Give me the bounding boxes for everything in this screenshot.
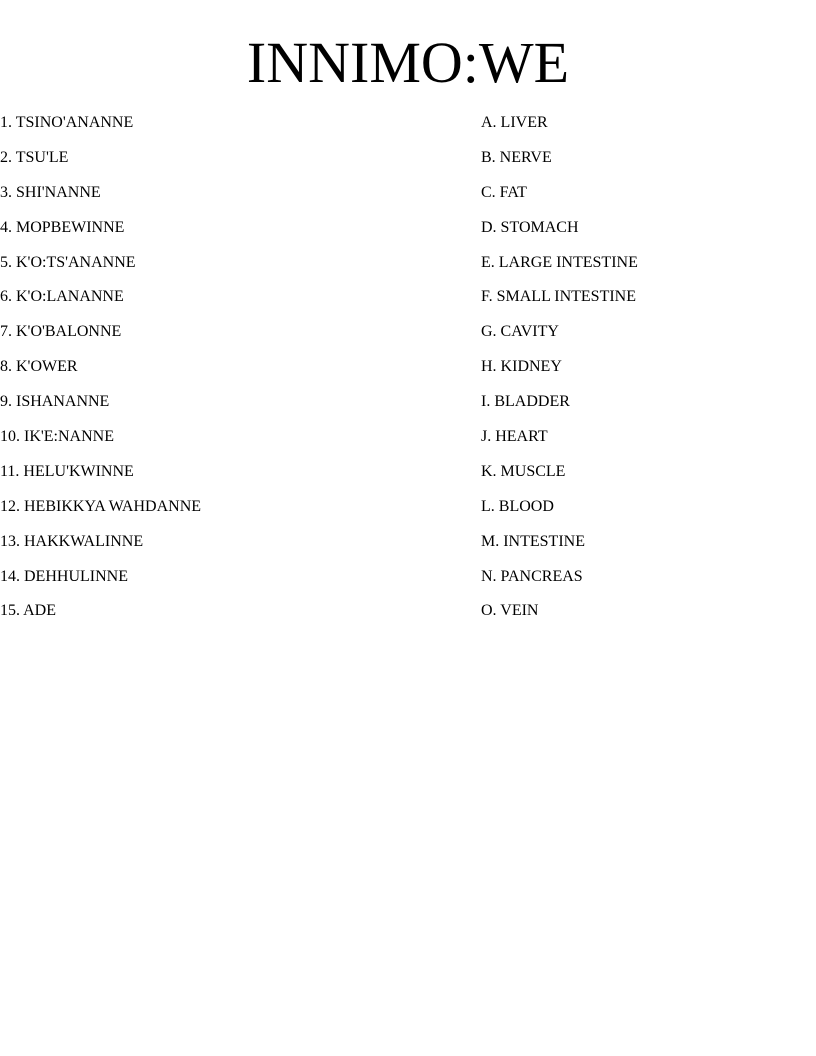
definition-item: D. STOMACH <box>481 218 579 236</box>
definition-item: K. MUSCLE <box>481 462 566 480</box>
definition-item: I. BLADDER <box>481 393 570 411</box>
page-title: INNIMO:WE <box>246 30 570 95</box>
definition-item: F. SMALL INTESTINE <box>481 288 637 306</box>
term-item: 9. ISHANANNE <box>0 393 110 411</box>
term-item: 7. K'O'BALONNE <box>0 323 122 341</box>
definition-item: C. FAT <box>481 183 527 201</box>
term-item: 6. K'O:LANANNE <box>0 288 124 306</box>
definition-item: E. LARGE INTESTINE <box>481 253 638 271</box>
definition-item: B. NERVE <box>481 148 552 166</box>
term-item: 14. DEHHULINNE <box>0 567 128 585</box>
term-item: 5. K'O:TS'ANANNE <box>0 253 136 271</box>
definition-list <box>481 112 811 635</box>
term-item: 1. TSINO'ANANNE <box>0 114 134 131</box>
definition-item: M. INTESTINE <box>481 532 585 550</box>
term-item: 12. HEBIKKYA WAHDANNE <box>0 497 202 515</box>
term-item: 4. MOPBEWINNE <box>0 218 125 236</box>
term-item: 2. TSU'LE <box>0 148 69 166</box>
definition-item: G. CAVITY <box>481 323 559 341</box>
term-item: 15. ADE <box>0 602 56 620</box>
definition-item: A. LIVER <box>481 114 548 131</box>
definition-item: H. KIDNEY <box>481 358 562 376</box>
definition-item: L. BLOOD <box>481 497 554 515</box>
definition-item: O. VEIN <box>481 602 539 620</box>
term-item: 3. SHI'NANNE <box>0 183 101 201</box>
definition-item: J. HEART <box>481 428 548 446</box>
term-item: 13. HAKKWALINNE <box>0 532 144 550</box>
term-item: 8. K'OWER <box>0 358 78 376</box>
term-list <box>0 112 460 635</box>
term-item: 10. IK'E:NANNE <box>0 428 114 446</box>
definition-item: N. PANCREAS <box>481 567 583 585</box>
term-item: 11. HELU'KWINNE <box>0 462 134 480</box>
